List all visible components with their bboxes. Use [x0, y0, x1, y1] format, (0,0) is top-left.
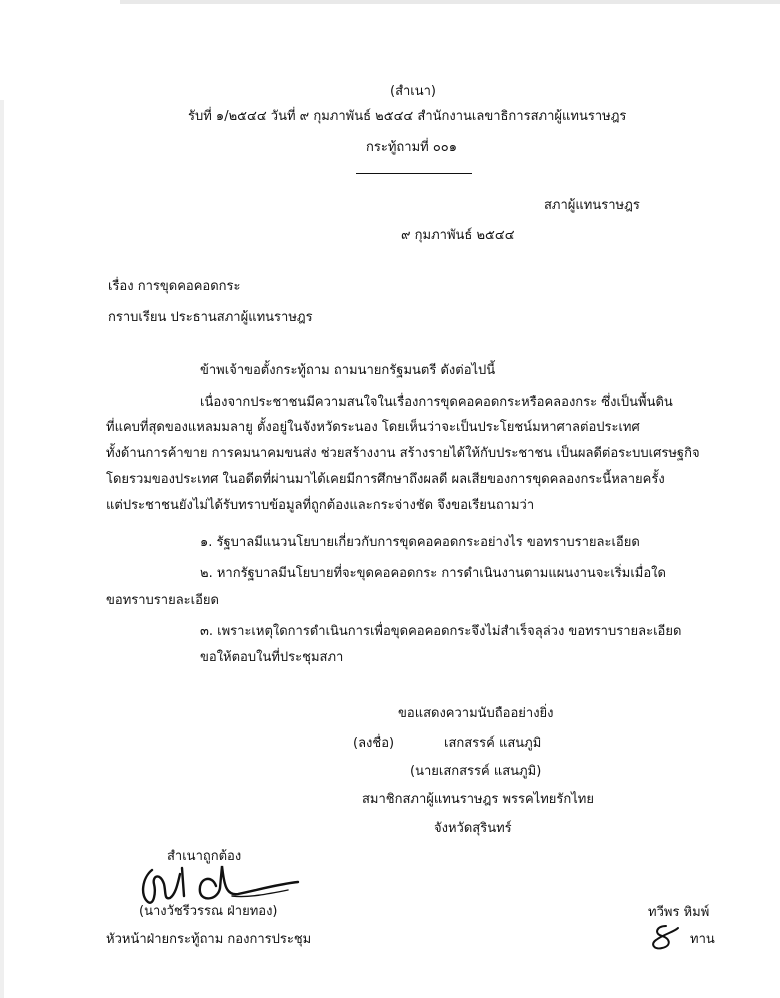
body-paragraph-line: เนื่องจากประชาชนมีความสนใจในเรื่องการขุดคอคอดกระหรือคลองกระ ซึ่งเป็นพื้นดิน	[200, 395, 673, 410]
certifier-name: (นางวัชรีวรรณ ฝ่ายทอง)	[139, 904, 278, 919]
member-position: สมาชิกสภาผู้แทนราษฎร พรรคไทยรักไทย	[362, 792, 594, 807]
body-paragraph-line: โดยรวมของประเทศ ในอดีตที่ผ่านมาได้เคยมีการศึกษาถึงผลดี ผลเสียของการขุดคลองกระนี้หลายครั้ง	[106, 472, 665, 487]
body-paragraph-line: แต่ประชาชนยังไม่ได้รับทราบข้อมูลที่ถูกต้องและกระจ่างชัด จึงขอเรียนถามว่า	[106, 498, 535, 513]
printed-name: (นายเสกสรรค์ แสนภูมิ)	[410, 764, 542, 779]
checker-label: ทาน	[690, 932, 715, 947]
signature-icon	[138, 862, 308, 906]
member-province: จังหวัดสุรินทร์	[434, 821, 512, 836]
header-underline	[356, 173, 472, 174]
question-2-line2: ขอทราบรายละเอียด	[106, 593, 219, 608]
subject-line: เรื่อง การขุดคอคอดกระ	[108, 279, 241, 294]
question-3: ๓. เพราะเหตุใดการดำเนินการเพื่อขุดคอคอดกระจึงไม่สำเร็จลุล่วง ขอทราบรายละเอียด	[200, 624, 682, 639]
typist-label: ทวีพร หิมพ์	[648, 905, 710, 920]
certification-label: สำเนาถูกต้อง	[167, 849, 242, 864]
signed-label: (ลงชื่อ)	[353, 736, 395, 751]
signed-name: เสกสรรค์ แสนภูมิ	[444, 736, 542, 751]
reference-line: รับที่ ๑/๒๕๔๔ วันที่ ๙ กุมภาพันธ์ ๒๕๔๔ สำนักงานเลขาธิการสภาผู้แทนราษฎร	[188, 109, 627, 124]
regards-line: ขอแสดงความนับถืออย่างยิ่ง	[398, 706, 554, 721]
salutation-line: กราบเรียน ประธานสภาผู้แทนราษฎร	[108, 310, 313, 325]
sender-place: สภาผู้แทนราษฎร	[544, 198, 640, 213]
body-paragraph-line: ทั้งด้านการค้าขาย การคมนาคมขนส่ง ช่วยสร้างงาน สร้างรายได้ให้กับประชาชน เป็นผลดีต่อระบบเศรษฐกิจ	[106, 446, 700, 461]
initials-icon	[646, 922, 682, 952]
scan-edge-top	[120, 0, 780, 4]
question-number: กระทู้ถามที่ ๐๐๑	[366, 140, 457, 155]
body-paragraph-line: ที่แคบที่สุดของแหลมมลายู ตั้งอยู่ในจังหวัดระนอง โดยเห็นว่าจะเป็นประโยชน์มหาศาลต่อประเทศ	[106, 420, 640, 435]
sender-date: ๙ กุมภาพันธ์ ๒๕๔๔	[401, 228, 515, 243]
scan-edge-left	[0, 100, 4, 998]
certifier-title: หัวหน้าฝ่ายกระทู้ถาม กองการประชุม	[106, 932, 312, 947]
question-2-line1: ๒. หากรัฐบาลมีนโยบายที่จะขุดคอคอดกระ การดำเนินงานตามแผนงานจะเริ่มเมื่อใด	[200, 566, 666, 581]
copy-label: (สำเนา)	[390, 84, 437, 99]
question-1: ๑. รัฐบาลมีแนวนโยบายเกี่ยวกับการขุดคอคอดกระอย่างไร ขอทราบรายละเอียด	[200, 535, 640, 550]
closing-request: ขอให้ตอบในที่ประชุมสภา	[200, 650, 344, 665]
body-intro: ข้าพเจ้าขอตั้งกระทู้ถาม ถามนายกรัฐมนตรี ดังต่อไปนี้	[200, 363, 496, 378]
